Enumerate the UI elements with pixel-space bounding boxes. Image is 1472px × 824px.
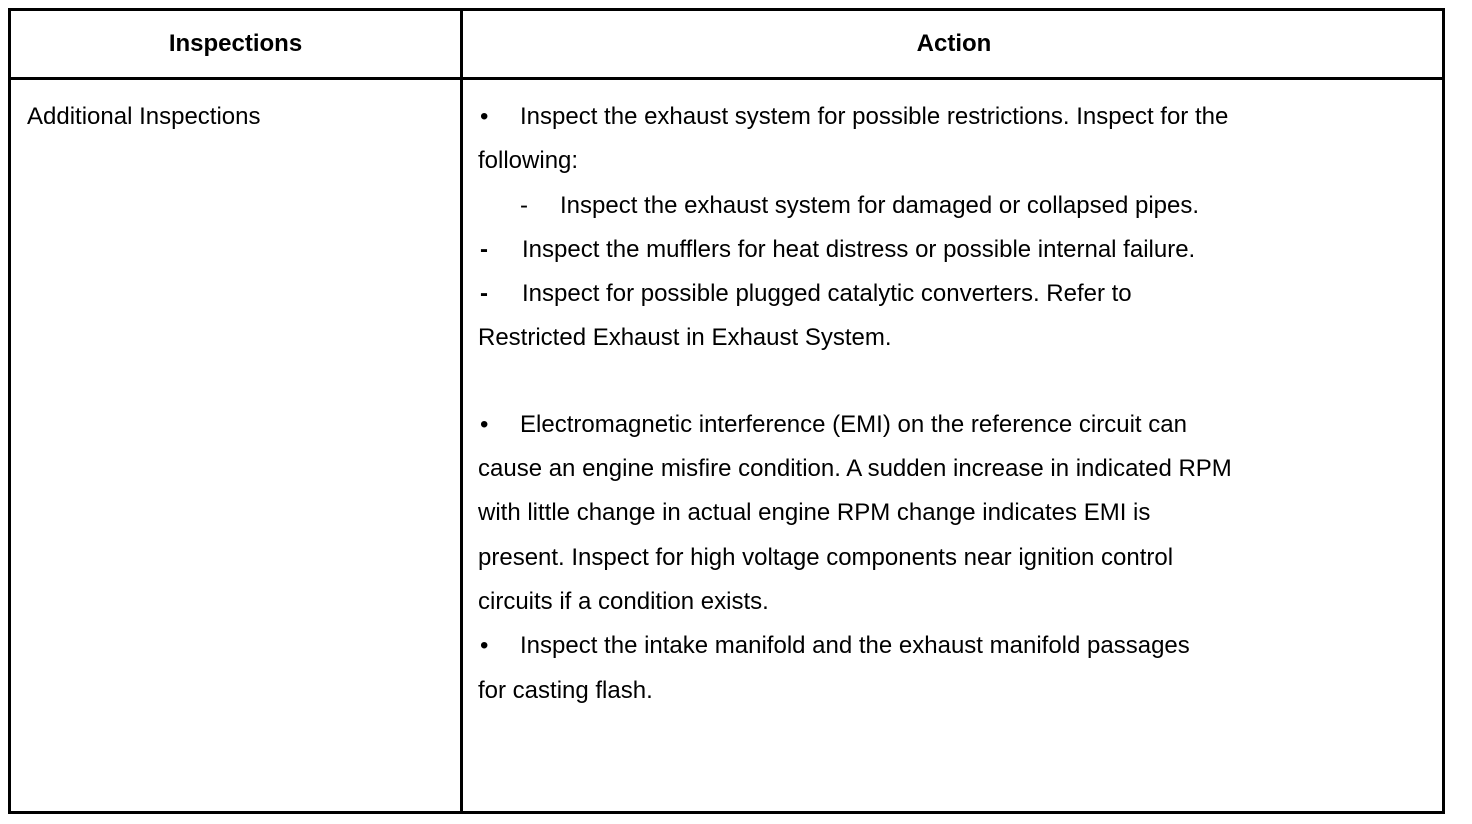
action-item-2-line-3 bbox=[478, 491, 1418, 535]
action-item-3-line-2 bbox=[478, 669, 1418, 713]
dash-icon: - bbox=[520, 191, 528, 219]
header-inspections: Inspections bbox=[168, 30, 303, 57]
action-cell bbox=[478, 95, 1418, 713]
header-action: Action bbox=[916, 30, 992, 57]
action-item-3-line-1 bbox=[478, 624, 1418, 668]
action-item-1-line-2 bbox=[478, 139, 1418, 183]
inspection-name-cell: Additional Inspections bbox=[27, 103, 261, 130]
dash-icon: - bbox=[480, 280, 488, 308]
action-item-2-line-5 bbox=[478, 580, 1418, 624]
action-text: Inspect for possible plugged catalytic converters. Refer to bbox=[522, 280, 1132, 308]
bullet-icon: • bbox=[480, 632, 489, 660]
action-text: Inspect the exhaust system for damaged or collapsed pipes. bbox=[560, 191, 1200, 219]
action-text: Inspect the intake manifold and the exhaust manifold passages bbox=[520, 632, 1190, 660]
action-text: Inspect the mufflers for heat distress or possible internal failure. bbox=[522, 235, 1196, 263]
action-item-2-line-2 bbox=[478, 447, 1418, 491]
dash-icon: - bbox=[480, 235, 488, 263]
bullet-icon: • bbox=[480, 410, 489, 438]
header-divider bbox=[11, 77, 1442, 80]
action-text: Inspect the exhaust system for possible restrictions. Inspect for the bbox=[520, 103, 1229, 130]
action-item-2-line-4 bbox=[478, 536, 1418, 580]
action-text: present. Inspect for high voltage components near ignition control bbox=[478, 543, 1174, 571]
action-text: following: bbox=[478, 147, 579, 175]
action-text: cause an engine misfire condition. A sudden increase in indicated RPM bbox=[478, 455, 1232, 483]
bullet-icon: • bbox=[480, 103, 489, 130]
action-subitem-2 bbox=[478, 228, 1418, 272]
action-text: Electromagnetic interference (EMI) on the reference circuit can bbox=[520, 410, 1187, 438]
spacer bbox=[478, 361, 1418, 403]
column-divider bbox=[460, 11, 463, 811]
action-subitem-3-line-1 bbox=[478, 272, 1418, 316]
action-text: Restricted Exhaust in Exhaust System. bbox=[478, 324, 892, 352]
action-item-1-line-1 bbox=[478, 95, 1418, 139]
action-text: with little change in actual engine RPM change indicates EMI is bbox=[478, 499, 1151, 527]
action-subitem-1 bbox=[478, 184, 1418, 228]
action-item-2-line-1 bbox=[478, 403, 1418, 447]
inspections-table bbox=[8, 8, 1445, 814]
action-text: circuits if a condition exists. bbox=[478, 587, 769, 615]
action-text: for casting flash. bbox=[478, 676, 653, 704]
action-subitem-3-line-2 bbox=[478, 316, 1418, 360]
